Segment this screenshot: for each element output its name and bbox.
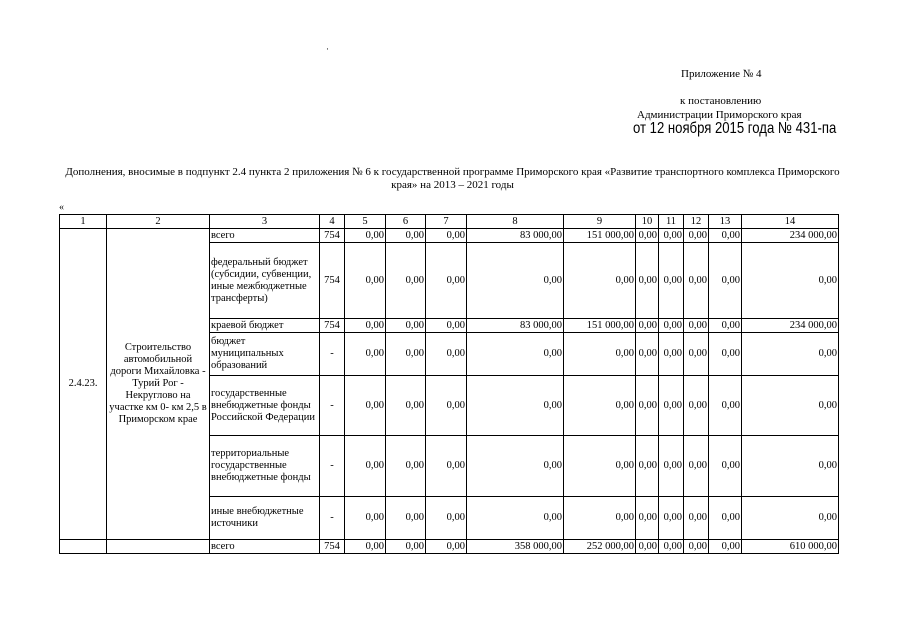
cell-c14: 0,00	[742, 333, 839, 376]
cell-c12: 0,00	[684, 376, 709, 436]
cell-c12: 0,00	[684, 497, 709, 540]
cell-c6: 0,00	[386, 333, 426, 376]
stray-mark: ·	[326, 44, 329, 54]
item-code: 2.4.23.	[60, 229, 107, 540]
column-number: 6	[386, 215, 426, 229]
cell-c9: 0,00	[564, 376, 636, 436]
cell-c14: 0,00	[742, 497, 839, 540]
cell-c9: 0,00	[564, 243, 636, 319]
cell-c10: 0,00	[636, 229, 659, 243]
cell-c5: 0,00	[345, 229, 386, 243]
cell-c11: 0,00	[659, 333, 684, 376]
cell-c11: 0,00	[659, 376, 684, 436]
cell-c13: 0,00	[709, 540, 742, 554]
cell-c7: 0,00	[426, 540, 467, 554]
cell-c8: 0,00	[467, 497, 564, 540]
cell-c8: 0,00	[467, 436, 564, 497]
column-number: 11	[659, 215, 684, 229]
cell-c6: 0,00	[386, 319, 426, 333]
cell-c12: 0,00	[684, 333, 709, 376]
table-row	[60, 229, 839, 243]
cell-c4: 754	[320, 540, 345, 554]
total-row	[60, 540, 839, 554]
administration-label: Администрации Приморского края	[637, 109, 802, 121]
cell-c8: 83 000,00	[467, 229, 564, 243]
to-decree-label: к постановлению	[680, 95, 762, 107]
cell-c7: 0,00	[426, 376, 467, 436]
cell-c14: 0,00	[742, 376, 839, 436]
cell-c5: 0,00	[345, 376, 386, 436]
funding-source: государственные внебюджетные фонды Российской Федерации	[210, 376, 320, 436]
appendix-number: Приложение № 4	[681, 68, 762, 80]
column-number: 8	[467, 215, 564, 229]
cell-c13: 0,00	[709, 319, 742, 333]
cell-c12: 0,00	[684, 540, 709, 554]
cell-c9: 151 000,00	[564, 229, 636, 243]
cell-c13: 0,00	[709, 229, 742, 243]
cell-c4: -	[320, 436, 345, 497]
document-title: Дополнения, вносимые в подпункт 2.4 пункта 2 приложения № 6 к государственной программе Приморского края «Развитие транспортного комплекса Приморского края» на 2013 – 2021 годы	[65, 166, 840, 191]
cell-c4: 754	[320, 319, 345, 333]
cell-c9: 0,00	[564, 333, 636, 376]
cell-c7: 0,00	[426, 333, 467, 376]
cell-c9: 0,00	[564, 436, 636, 497]
cell-c13: 0,00	[709, 436, 742, 497]
cell-c5: 0,00	[345, 436, 386, 497]
funding-source: федеральный бюджет (субсидии, субвенции, иные межбюджетные трансферты)	[210, 243, 320, 319]
decree-date-stamp: от 12 ноября 2015 года № 431-па	[633, 120, 837, 137]
cell-c6: 0,00	[386, 497, 426, 540]
cell-c14: 234 000,00	[742, 229, 839, 243]
cell-c6: 0,00	[386, 436, 426, 497]
cell-c8: 0,00	[467, 376, 564, 436]
column-number: 12	[684, 215, 709, 229]
program-table	[59, 214, 839, 554]
cell-c14: 610 000,00	[742, 540, 839, 554]
cell-c12: 0,00	[684, 243, 709, 319]
column-number: 3	[210, 215, 320, 229]
cell-c12: 0,00	[684, 319, 709, 333]
cell-c4: -	[320, 333, 345, 376]
cell-c10: 0,00	[636, 376, 659, 436]
cell-c5: 0,00	[345, 497, 386, 540]
column-number: 5	[345, 215, 386, 229]
cell-c6: 0,00	[386, 540, 426, 554]
cell-c7: 0,00	[426, 319, 467, 333]
cell-c7: 0,00	[426, 497, 467, 540]
cell-c8: 358 000,00	[467, 540, 564, 554]
cell-c7: 0,00	[426, 243, 467, 319]
cell-c4: 754	[320, 243, 345, 319]
cell-c9: 0,00	[564, 497, 636, 540]
item-name: Строительство автомобильной дороги Михайловка - Турий Рог - Некруглово на участке км 0- км 2,5 в Приморском крае	[107, 229, 210, 540]
cell-c10: 0,00	[636, 243, 659, 319]
column-number: 2	[107, 215, 210, 229]
cell-c9: 151 000,00	[564, 319, 636, 333]
cell-c8: 83 000,00	[467, 319, 564, 333]
cell-c11: 0,00	[659, 497, 684, 540]
cell-c10: 0,00	[636, 540, 659, 554]
cell-c10: 0,00	[636, 333, 659, 376]
cell-c13: 0,00	[709, 333, 742, 376]
cell-c5: 0,00	[345, 333, 386, 376]
cell-c6: 0,00	[386, 229, 426, 243]
cell-c10: 0,00	[636, 436, 659, 497]
cell-c11: 0,00	[659, 436, 684, 497]
funding-source: всего	[210, 229, 320, 243]
column-number: 4	[320, 215, 345, 229]
cell-c6: 0,00	[386, 243, 426, 319]
column-number: 1	[60, 215, 107, 229]
cell-c14: 0,00	[742, 436, 839, 497]
column-number: 10	[636, 215, 659, 229]
funding-source: бюджет муниципальных образований	[210, 333, 320, 376]
funding-source: иные внебюджетные источники	[210, 497, 320, 540]
cell-c4: -	[320, 376, 345, 436]
cell-c12: 0,00	[684, 229, 709, 243]
cell-c5: 0,00	[345, 540, 386, 554]
cell-c13: 0,00	[709, 376, 742, 436]
cell-c11: 0,00	[659, 229, 684, 243]
cell-c11: 0,00	[659, 243, 684, 319]
cell-c5: 0,00	[345, 319, 386, 333]
cell-c14: 0,00	[742, 243, 839, 319]
cell-c11: 0,00	[659, 540, 684, 554]
cell-c9: 252 000,00	[564, 540, 636, 554]
funding-source: всего	[210, 540, 320, 554]
column-number: 7	[426, 215, 467, 229]
cell-c13: 0,00	[709, 497, 742, 540]
cell-c6: 0,00	[386, 376, 426, 436]
column-number: 9	[564, 215, 636, 229]
column-number: 14	[742, 215, 839, 229]
cell-c10: 0,00	[636, 319, 659, 333]
cell-c4: 754	[320, 229, 345, 243]
cell-c14: 234 000,00	[742, 319, 839, 333]
cell-c11: 0,00	[659, 319, 684, 333]
funding-source: территориальные государственные внебюджетные фонды	[210, 436, 320, 497]
empty-cell	[60, 540, 107, 554]
cell-c13: 0,00	[709, 243, 742, 319]
cell-c7: 0,00	[426, 229, 467, 243]
cell-c10: 0,00	[636, 497, 659, 540]
empty-cell	[107, 540, 210, 554]
cell-c8: 0,00	[467, 333, 564, 376]
cell-c7: 0,00	[426, 436, 467, 497]
cell-c4: -	[320, 497, 345, 540]
column-numbers-row	[60, 215, 839, 229]
column-number: 13	[709, 215, 742, 229]
cell-c8: 0,00	[467, 243, 564, 319]
funding-source: краевой бюджет	[210, 319, 320, 333]
opening-quote: «	[59, 202, 64, 213]
cell-c5: 0,00	[345, 243, 386, 319]
cell-c12: 0,00	[684, 436, 709, 497]
